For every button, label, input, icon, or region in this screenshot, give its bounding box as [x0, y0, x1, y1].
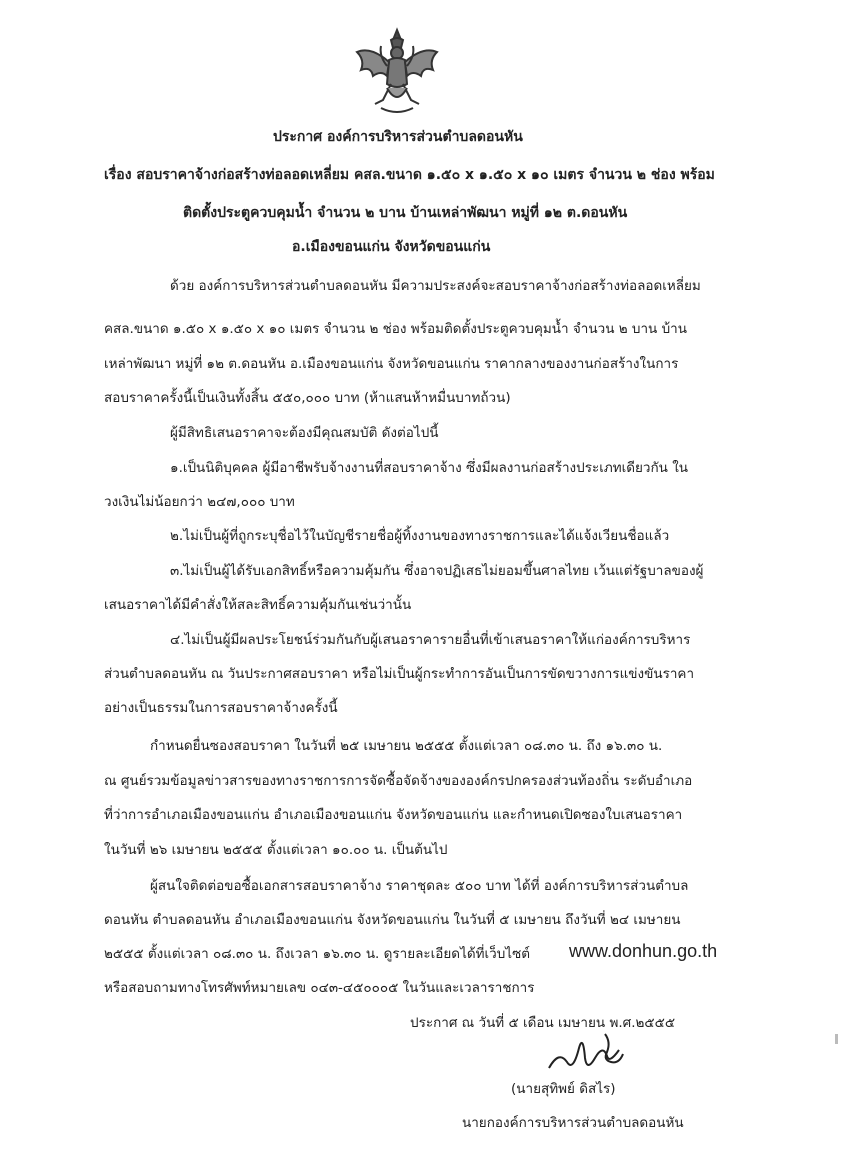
- subject-line-1: เรื่อง สอบราคาจ้างก่อสร้างท่อลอดเหลี่ยม คสล.ขนาด ๑.๕๐ x ๑.๕๐ x ๑๐ เมตร จำนวน ๒ ช่อง พร้อม: [104, 167, 715, 183]
- inquiry-info-line: ผู้สนใจติดต่อขอซื้อเอกสารสอบราคาจ้าง ราคาชุดละ ๕๐๐ บาท ได้ที่ องค์การบริหารส่วนตำบล: [150, 878, 689, 894]
- signer-title: นายกองค์การบริหารส่วนตำบลดอนหัน: [462, 1115, 684, 1131]
- qualification-3-line: ๓.ไม่เป็นผู้ได้รับเอกสิทธิ์หรือความคุ้มกัน ซึ่งอาจปฏิเสธไม่ยอมขึ้นศาลไทย เว้นแต่รัฐบาลของผู้: [170, 563, 704, 579]
- submission-schedule-line: ที่ว่าการอำเภอเมืองขอนแก่น อำเภอเมืองขอนแก่น จังหวัดขอนแก่น และกำหนดเปิดซองใบเสนอราคา: [104, 807, 683, 823]
- website-link[interactable]: www.donhun.go.th: [569, 941, 718, 961]
- body-paragraph-1-line: เหล่าพัฒนา หมู่ที่ ๑๒ ต.ดอนหัน อ.เมืองขอนแก่น จังหวัดขอนแก่น ราคากลางของงานก่อสร้างในการ: [104, 356, 679, 372]
- submission-schedule-line: ณ ศูนย์รวมข้อมูลข่าวสารของทางราชการการจัดซื้อจัดจ้างขององค์กรปกครองส่วนท้องถิ่น ระดับอำเภอ: [104, 773, 693, 789]
- announcement-title: ประกาศ องค์การบริหารส่วนตำบลดอนหัน: [273, 129, 523, 145]
- inquiry-info-line: ดอนหัน ตำบลดอนหัน อำเภอเมืองขอนแก่น จังหวัดขอนแก่น ในวันที่ ๕ เมษายน ถึงวันที่ ๒๔ เมษายน: [104, 912, 681, 928]
- subject-line-3: อ.เมืองขอนแก่น จังหวัดขอนแก่น: [292, 239, 491, 255]
- qualification-1-line: วงเงินไม่น้อยกว่า ๒๔๗,๐๐๐ บาท: [104, 494, 295, 510]
- signer-name: (นายสุทิพย์ ดิสไร): [511, 1081, 616, 1097]
- qualification-4-line: ๔.ไม่เป็นผู้มีผลประโยชน์ร่วมกันกับผู้เสนอราคารายอื่นที่เข้าเสนอราคาให้แก่องค์การบริหาร: [170, 632, 691, 648]
- signature-icon: [545, 1028, 635, 1078]
- body-paragraph-1-line: ด้วย องค์การบริหารส่วนตำบลดอนหัน มีความประสงค์จะสอบราคาจ้างก่อสร้างท่อลอดเหลี่ยม: [170, 278, 701, 294]
- qualifications-intro: ผู้มีสิทธิเสนอราคาจะต้องมีคุณสมบัติ ดังต่อไปนี้: [170, 425, 439, 441]
- qualification-4-line: อย่างเป็นธรรมในการสอบราคาจ้างครั้งนี้: [104, 700, 338, 716]
- subject-line-2: ติดตั้งประตูควบคุมน้ำ จำนวน ๒ บาน บ้านเหล่าพัฒนา หมู่ที่ ๑๒ ต.ดอนหัน: [183, 205, 628, 221]
- qualification-2-line: ๒.ไม่เป็นผู้ที่ถูกระบุชื่อไว้ในบัญชีรายชื่อผู้ทิ้งงานของทางราชการและได้แจ้งเวียนชื่อแล้ว: [170, 528, 670, 544]
- qualification-4-line: ส่วนตำบลดอนหัน ณ วันประกาศสอบราคา หรือไม่เป็นผู้กระทำการอันเป็นการขัดขวางการแข่งขันราคา: [104, 666, 695, 682]
- inquiry-info-line: หรือสอบถามทางโทรศัพท์หมายเลข ๐๔๓-๔๕๐๐๐๕ ในวันและเวลาราชการ: [104, 980, 535, 996]
- scan-mark: [835, 1034, 838, 1044]
- inquiry-info-line: ๒๕๕๕ ตั้งแต่เวลา ๐๘.๓๐ น. ถึงเวลา ๑๖.๓๐ น. ดูรายละเอียดได้ที่เว็บไซต์: [104, 946, 531, 962]
- submission-schedule-line: กำหนดยื่นซองสอบราคา ในวันที่ ๒๕ เมษายน ๒๕๕๕ ตั้งแต่เวลา ๐๘.๓๐ น. ถึง ๑๖.๓๐ น.: [150, 738, 663, 754]
- garuda-emblem-icon: [351, 26, 443, 118]
- qualification-1-line: ๑.เป็นนิติบุคคล ผู้มีอาชีพรับจ้างงานที่สอบราคาจ้าง ซึ่งมีผลงานก่อสร้างประเภทเดียวกัน ใน: [170, 460, 689, 476]
- submission-schedule-line: ในวันที่ ๒๖ เมษายน ๒๕๕๕ ตั้งแต่เวลา ๑๐.๐๐ น. เป็นต้นไป: [104, 842, 448, 858]
- body-paragraph-1-line: คสล.ขนาด ๑.๕๐ x ๑.๕๐ x ๑๐ เมตร จำนวน ๒ ช่อง พร้อมติดตั้งประตูควบคุมน้ำ จำนวน ๒ บาน บ้าน: [104, 321, 687, 337]
- announce-date: ประกาศ ณ วันที่ ๕ เดือน เมษายน พ.ศ.๒๕๕๕: [410, 1015, 676, 1031]
- body-paragraph-1-line: สอบราคาครั้งนี้เป็นเงินทั้งสิ้น ๕๕๐,๐๐๐ บาท (ห้าแสนห้าหมื่นบาทถ้วน): [104, 390, 511, 406]
- qualification-3-line: เสนอราคาได้มีคำสั่งให้สละสิทธิ์ความคุ้มกันเช่นว่านั้น: [104, 597, 412, 613]
